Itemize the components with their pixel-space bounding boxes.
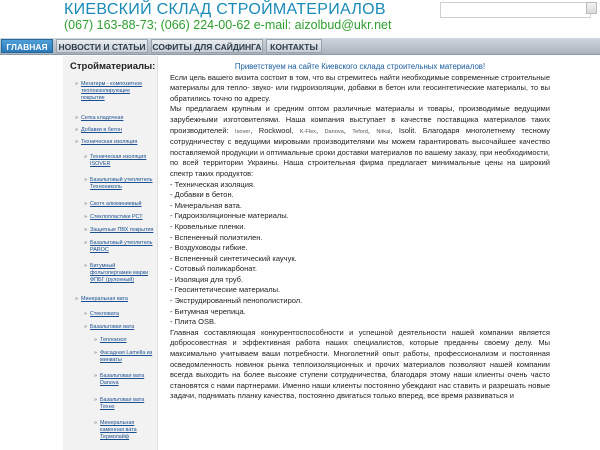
brand-rockwool: Rockwool: [258, 125, 292, 135]
sidebar-item-label: Скотч алюминиевый: [90, 201, 142, 207]
chevron-right-icon: »: [84, 263, 87, 269]
main-nav: [0, 38, 600, 55]
sidebar-item-tech-insulation[interactable]: [75, 139, 153, 146]
chevron-right-icon: »: [84, 240, 87, 246]
sidebar-item-label: Техническая изоляция ISOVER: [90, 154, 147, 167]
sidebar-item-megaterm[interactable]: [75, 81, 153, 102]
list-item: - Сотовый поликарбонат.: [170, 264, 257, 274]
sidebar-item-label: Базальтовая вата Danova: [100, 373, 145, 386]
sidebar-item-teploizol[interactable]: [94, 337, 154, 344]
sidebar-item-aluminum-tape[interactable]: [84, 201, 154, 208]
chevron-right-icon: »: [94, 337, 97, 343]
nav-home[interactable]: ГЛАВНАЯ: [1, 39, 53, 53]
chevron-right-icon: »: [94, 350, 97, 356]
main-content: [170, 62, 550, 402]
list-item: - Изоляция для труб.: [170, 274, 244, 284]
sidebar-item-label: Сетка кладочная: [81, 115, 124, 121]
sidebar-item-technonicol[interactable]: [84, 177, 154, 191]
list-item: - Гидроизоляционные материалы.: [170, 211, 289, 221]
sidebar-item-techno[interactable]: [94, 397, 154, 411]
suppliers-text-before: Мы предлагаем крупным и средним оптом различные материалы и товары, производимые ведущими зарубежными изготовителями. Наша компания выступает в качестве поставщика материалов таких производителей:: [170, 104, 550, 135]
greeting-heading: Приветствуем на сайте Киевского склада строительных материалов!: [234, 62, 486, 71]
chevron-down-icon: »: [75, 139, 78, 145]
chevron-right-icon: »: [84, 311, 87, 317]
sidebar-item-label: Добавки в бетон: [81, 127, 122, 133]
sidebar-item-label: Техническая изоляция: [81, 139, 138, 145]
list-item: - Плита OSB.: [170, 317, 217, 327]
sidebar-item-lamella[interactable]: [94, 350, 154, 364]
sidebar-item-label: Битумный фольгопергамин марки ФПБГ (рулонный): [90, 263, 149, 283]
site-title[interactable]: КИЕВСКИЙ СКЛАД СТРОЙМАТЕРИАЛОВ: [64, 1, 386, 18]
sidebar-item-pct[interactable]: [84, 214, 154, 221]
sidebar-item-fpbg[interactable]: [84, 263, 154, 284]
sidebar: [63, 56, 158, 450]
header: [0, 0, 600, 38]
product-list: [170, 180, 550, 328]
nav-news[interactable]: НОВОСТИ И СТАТЬИ: [56, 39, 148, 53]
sidebar-item-label: Базальтовая вата: [90, 324, 135, 330]
sidebar-item-pvc[interactable]: [84, 227, 154, 234]
chevron-right-icon: »: [84, 201, 87, 207]
list-item: - Экструдированный пенополистирол.: [170, 296, 303, 306]
nav-contacts[interactable]: КОНТАКТЫ: [266, 39, 322, 53]
sidebar-item-label: Защитные ПВХ покрытия: [90, 227, 154, 233]
list-item: - Техническая изоляция.: [170, 179, 256, 189]
list-item: - Кровельные пленки.: [170, 221, 246, 231]
sidebar-item-mineral-wool[interactable]: [75, 296, 153, 303]
sidebar-item-termolife[interactable]: [94, 420, 154, 441]
chevron-right-icon: »: [75, 81, 78, 87]
sidebar-item-danova[interactable]: [94, 373, 154, 387]
chevron-right-icon: »: [94, 420, 97, 426]
nav-soffits[interactable]: СОФИТЫ ДЛЯ САЙДИНГА: [151, 39, 263, 53]
intro-paragraph: Если цель вашего визита состоит в том, что вы стремитесь найти необходимые современные строительные материалы для тепло- звуко- или гидроизоляции, добавки в бетон или геосинтетические материалы, то вы обратились точно по адресу.: [170, 72, 550, 103]
chevron-right-icon: »: [84, 227, 87, 233]
sidebar-title: Стройматериалы:: [70, 61, 156, 72]
chevron-right-icon: »: [94, 373, 97, 379]
sidebar-item-glass-wool[interactable]: [84, 311, 154, 318]
about-paragraph: Главная составляющая конкурентоспособности и успешной деятельности нашей компании является добросовестная и эффективная работа наших специалистов, которые преданны своему делу. Мы максимально учитываем ваши потребности. Многолетний опыт работы, профессионализм и постоянная осведомленность новинок рынка теплоизоляционных и прочих материалов позволяют нашей компании всегда выходить на более высокие ступени сотрудничества, благодаря этому наши клиенты очень часто становятся с нами партнерами. Именно наши клиенты постоянно убеждают нас ставить и разрешать новые задачи, поднимать планку качества, постоянно двигаться только вперед, все время развиваться и: [170, 327, 550, 401]
sidebar-item-label: Мегатерм - композитное теплоизолирующее покрытие: [81, 81, 143, 101]
sidebar-item-label: Стеклопластики РСТ: [90, 214, 143, 220]
list-item: - Битумная черепица.: [170, 306, 246, 316]
search-button[interactable]: [586, 2, 597, 14]
brand-danova: Danova: [324, 128, 344, 135]
sidebar-item-label: Базальтовая вата Техно: [100, 397, 145, 410]
search-input[interactable]: [440, 2, 591, 18]
brand-nitkal: Nitkal: [376, 128, 391, 135]
sidebar-item-isover[interactable]: [84, 154, 154, 168]
sidebar-item-mesh[interactable]: [75, 115, 153, 122]
chevron-down-icon: »: [84, 324, 87, 330]
list-item: - Вспененный полиэтилен.: [170, 232, 263, 242]
brand-teford: Teford: [352, 128, 368, 135]
sidebar-item-basalt-wool[interactable]: [84, 324, 154, 331]
chevron-right-icon: »: [94, 397, 97, 403]
suppliers-text-after: . Благодаря многолетнему тесному сотрудничеству с ведущими мировыми производителями мы можем гарантировать высочайшее качество поставляемой продукции и оптимальные сроки доставки материалов по вашему заказу, при необходимости, по всей территории Украины. Наша строительная фирма предлагает минимальные цены на широкий спектр таких продуктов:: [170, 125, 550, 178]
brand-isolit: Isolit: [398, 125, 415, 135]
sidebar-item-label: Стекловата: [90, 311, 120, 317]
chevron-right-icon: »: [84, 177, 87, 183]
chevron-right-icon: »: [75, 127, 78, 133]
list-item: - Добавки в бетон.: [170, 190, 234, 200]
sidebar-item-label: Теплоизол: [100, 337, 127, 343]
list-item: - Минеральная вата.: [170, 200, 242, 210]
list-item: - Геосинтетические материалы.: [170, 285, 281, 295]
site-contacts: (067) 163-88-73; (066) 224-00-62 e-mail: aizolbud@ukr.net: [64, 18, 392, 32]
sidebar-item-label: Базальтовый утеплитель PAROC: [90, 240, 153, 253]
list-item: - Воздуховоды гибкие.: [170, 243, 248, 253]
sidebar-item-paroc[interactable]: [84, 240, 154, 254]
chevron-right-icon: »: [84, 154, 87, 160]
sidebar-item-label: Минеральная каменная вата Термолайф: [100, 420, 137, 440]
list-item: - Вспененный синтетический каучук.: [170, 253, 297, 263]
brand-isover: Isover: [235, 128, 251, 135]
sidebar-item-label: Минеральная вата: [81, 296, 128, 302]
sidebar-item-label: Фасадная Lamella из минваты: [100, 350, 153, 363]
sidebar-item-concrete-additives[interactable]: [75, 127, 153, 134]
brand-kflex: K-Flex: [299, 128, 316, 135]
sidebar-item-label: Базальтовый утеплитель Технониколь: [90, 177, 153, 190]
chevron-right-icon: »: [75, 115, 78, 121]
chevron-right-icon: »: [84, 214, 87, 220]
chevron-down-icon: »: [75, 296, 78, 302]
suppliers-paragraph: Мы предлагаем крупным и средним оптом различные материалы и товары, производимые ведущими зарубежными изготовителями. Наша компания выступает в качестве поставщика материалов таких производителей: Isover, Rockwool, K-Flex, Danova, Teford, Nitkal, Isolit. Благодаря многолетнему тесному сотрудничеству с ведущими мировыми производителями мы можем гарантировать высочайшее качество поставляемой продукции и оптимальные сроки доставки материалов по вашему заказу, при необходимости, по всей территории Украины. Наша строительная фирма предлагает минимальные цены на широкий спектр таких продуктов:: [170, 104, 550, 178]
